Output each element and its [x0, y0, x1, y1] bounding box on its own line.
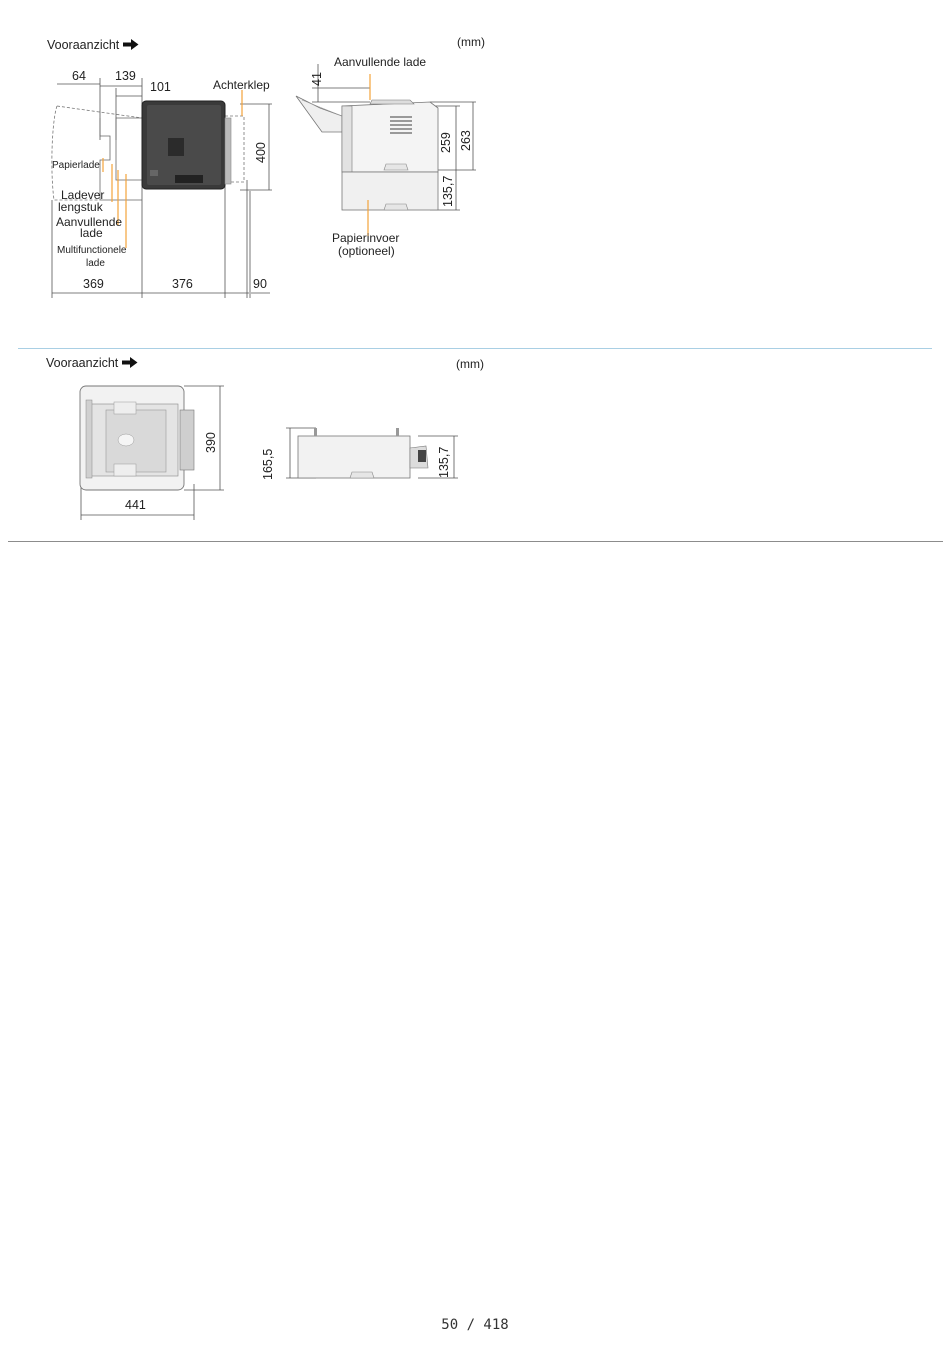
label-aanvullende-lade: Aanvullende lade	[334, 55, 427, 69]
label-ladeverlengstuk-2: lengstuk	[58, 200, 103, 214]
dim-135-7-b: 135,7	[437, 446, 451, 478]
section1-title	[47, 38, 139, 52]
section2-title-text: Vooraanzicht	[46, 356, 119, 370]
dim-165-5: 165,5	[261, 448, 275, 480]
dim-369: 369	[83, 277, 104, 291]
page-separator	[8, 541, 943, 542]
label-multifunctionele-2: lade	[86, 258, 105, 269]
label-papierinvoer-2: (optioneel)	[338, 244, 395, 258]
dim-135-7-a: 135,7	[441, 175, 455, 207]
dim-376: 376	[172, 277, 193, 291]
top-view-diagram	[40, 60, 290, 300]
section1-title-text: Vooraanzicht	[47, 38, 120, 52]
section1-unit: (mm)	[457, 35, 485, 49]
dim-41: 41	[310, 72, 324, 86]
label-papierlade: Papierlade	[52, 160, 100, 171]
label-achterklep: Achterklep	[213, 78, 270, 92]
dim-64: 64	[72, 69, 86, 83]
section-separator	[18, 348, 932, 349]
dim-101: 101	[150, 80, 171, 94]
dim-390: 390	[204, 432, 218, 453]
section2-title	[46, 356, 138, 370]
dim-441: 441	[125, 498, 146, 512]
label-multifunctionele-1: Multifunctionele	[57, 245, 127, 256]
label-ladeverlengstuk-1: Ladever	[61, 188, 105, 202]
arrow-right-icon	[123, 39, 139, 50]
dim-400: 400	[254, 142, 268, 163]
label-aanvullende-1: Aanvullende	[56, 215, 123, 229]
label-aanvullende-2: lade	[80, 226, 103, 240]
dim-259: 259	[439, 132, 453, 153]
arrow-right-icon	[122, 357, 138, 368]
dim-263: 263	[459, 130, 473, 151]
dim-139: 139	[115, 69, 136, 83]
label-papierinvoer-1: Papierinvoer	[332, 231, 400, 245]
dim-90: 90	[253, 277, 267, 291]
page-number: 50 / 418	[441, 1317, 509, 1333]
section2-unit: (mm)	[456, 357, 484, 371]
